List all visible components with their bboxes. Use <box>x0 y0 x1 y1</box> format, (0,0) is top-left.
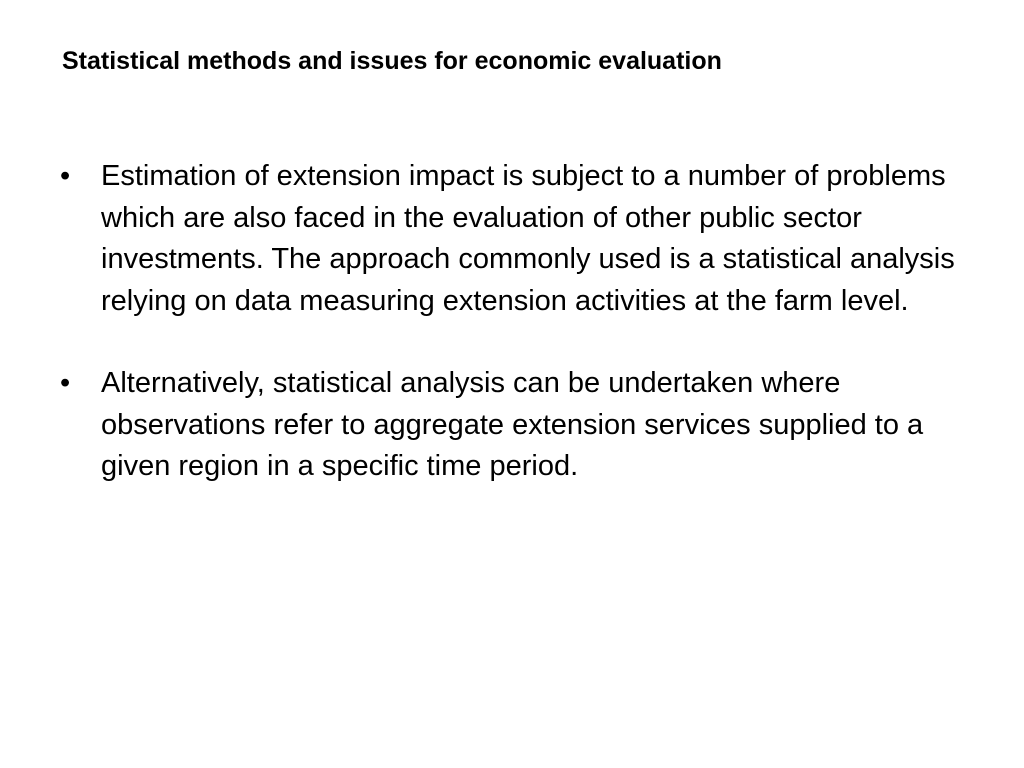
bullet-icon: • <box>60 367 71 399</box>
bullet-text: Alternatively, statistical analysis can be undertaken where observations refer to aggregate extension services supplied to a given region in a specific time period. <box>101 367 924 482</box>
bullet-item <box>60 363 960 488</box>
slide-title: Statistical methods and issues for economic evaluation <box>62 47 722 75</box>
bullet-icon: • <box>60 160 71 192</box>
bullet-item <box>60 156 960 322</box>
bullet-text: Estimation of extension impact is subject to a number of problems which are also faced in the evaluation of other public sector investments. The approach commonly used is a statistical analysis relying on data measuring extension activities at the farm level. <box>101 160 955 317</box>
bullet-list <box>60 156 960 529</box>
